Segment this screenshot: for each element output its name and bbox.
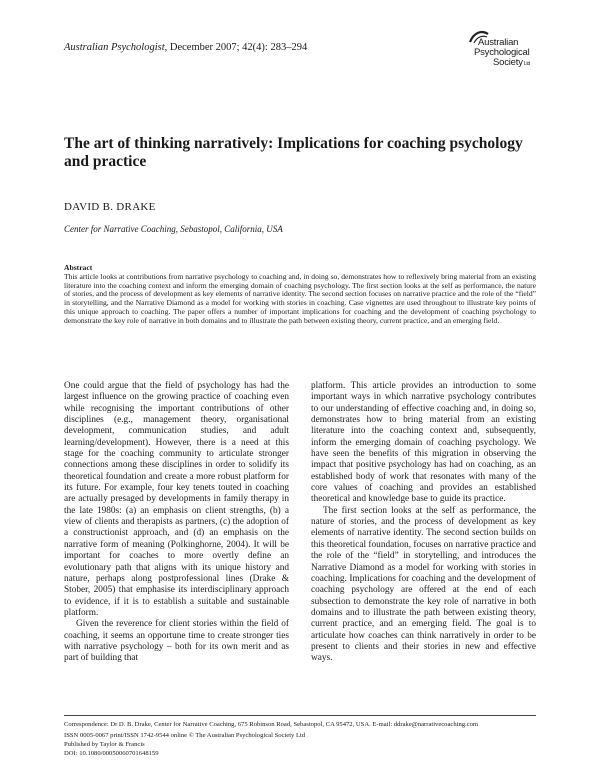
author-name: DAVID B. DRAKE bbox=[64, 201, 156, 213]
abstract-text: This article looks at contributions from narrative psychology to coaching and, in doing so, demonstrates how to reflexively bring material from an existing literature into the coaching context and inform the emerging domain of coaching psychology. The first section looks at the self as performance, the nature of stories, and the process of development as key elements of narrative identity. The second section focuses on narrative practice and the role of the “field” in storytelling, and the Narrative Diamond as a model for working with stories in coaching. Case vignettes are used throughout to illustrate key points of this unique approach to coaching. The paper offers a number of important implications for coaching and the development of coaching psychology to demonstrate the key role of narrative in both domains and to illustrate the path between existing theory, current practice, and an emerging field. bbox=[64, 271, 536, 325]
logo-trademark: Ltd bbox=[523, 61, 531, 67]
article-title: The art of thinking narratively: Implications for coaching psychology and practice bbox=[64, 135, 523, 170]
body-paragraph: Given the reverence for client stories within the field of coaching, it seems an opportune time to create stronger ties with narrative psychology – both for its own merit and as part of building that bbox=[64, 619, 289, 664]
body-paragraph: The first section looks at the self as performance, the nature of stories, and the process of development as key elements of narrative identity. The second section builds on this theoretical foundation, focuses on narrative practice and the role of the “field” in storytelling, and introduces the Narrative Diamond as a model for working with stories in coaching. Implications for coaching and the development of coaching psychology are offered at the end of each subsection to demonstrate the key role of narrative in both domains and to illustrate the path between existing theory, current practice, and an emerging field. The goal is to articulate how coaches can think narratively in order to be present to clients and their stories in new and effective ways. bbox=[311, 505, 536, 664]
body-column-left bbox=[64, 381, 289, 665]
issn-line: ISSN 0005-0067 print/ISSN 1742-9544 online © The Australian Psychological Society Ltd bbox=[64, 732, 306, 739]
journal-citation bbox=[64, 42, 307, 53]
body-paragraph: One could argue that the field of psychology has had the largest influence on the growing practice of coaching even while recognising the important contributions of other disciplines (e.g., management theory, organisational development, communication studies, and adult learning/development). However, there is a need at this stage for the coaching community to articulate stronger connections among these disciplines in order to solidify its theoretical foundation and create a more robust platform for its future. For example, four key tenets touted in coaching are actually presaged by developments in family therapy in the late 1980s: (a) an emphasis on client strengths, (b) a view of clients and therapists as partners, (c) the adoption of a constructionist approach, and (d) an emphasis on the narrative form of meaning (Polkinghorne, 2004). It will be important for coaches to more overtly define an evolutionary path that aligns with its unique history and nature, perhaps along postprofessional lines (Drake & Stober, 2005) that emphasise its interdisciplinary approach to evidence, if it is to establish a suitable and sustainable platform. bbox=[64, 381, 289, 618]
correspondence-note: Correspondence: Dr D. B. Drake, Center for Narrative Coaching, 675 Robinson Road, Sebastopol, CA 95472, USA. E-mail: ddrake@narrativecoaching.com bbox=[64, 721, 479, 728]
logo-line-1: Australian bbox=[478, 37, 519, 48]
citation-details: , December 2007; 42(4): 283–294 bbox=[164, 42, 308, 53]
logo-society: Society bbox=[493, 57, 523, 68]
page-footer bbox=[64, 720, 544, 758]
aps-logo bbox=[468, 30, 558, 78]
abstract-heading: Abstract bbox=[64, 263, 93, 272]
author-affiliation: Center for Narrative Coaching, Sebastopol, California, USA bbox=[64, 224, 283, 234]
doi-line: DOI: 10.1080/00050060701648159 bbox=[64, 750, 159, 757]
abstract bbox=[64, 264, 536, 326]
publisher-line: Published by Taylor & Francis bbox=[64, 741, 145, 748]
logo-line-3 bbox=[493, 58, 530, 69]
footer-divider bbox=[64, 715, 536, 716]
logo-line-2: Psychological bbox=[474, 47, 530, 58]
body-paragraph: platform. This article provides an introduction to some important ways in which narrative psychology contributes to our understanding of effective coaching and, in doing so, demonstrates how to bring material from an existing literature into the coaching context and, subsequently, inform the emerging domain of coaching psychology. We have seen the benefits of this migration in observing the impact that positive psychology has had on coaching, as an established body of work that resonates with many of the core values of coaching and provides an established theoretical and knowledge base to guide its practice. bbox=[311, 381, 536, 505]
body-column-right bbox=[311, 381, 536, 665]
journal-name: Australian Psychologist bbox=[64, 42, 165, 53]
